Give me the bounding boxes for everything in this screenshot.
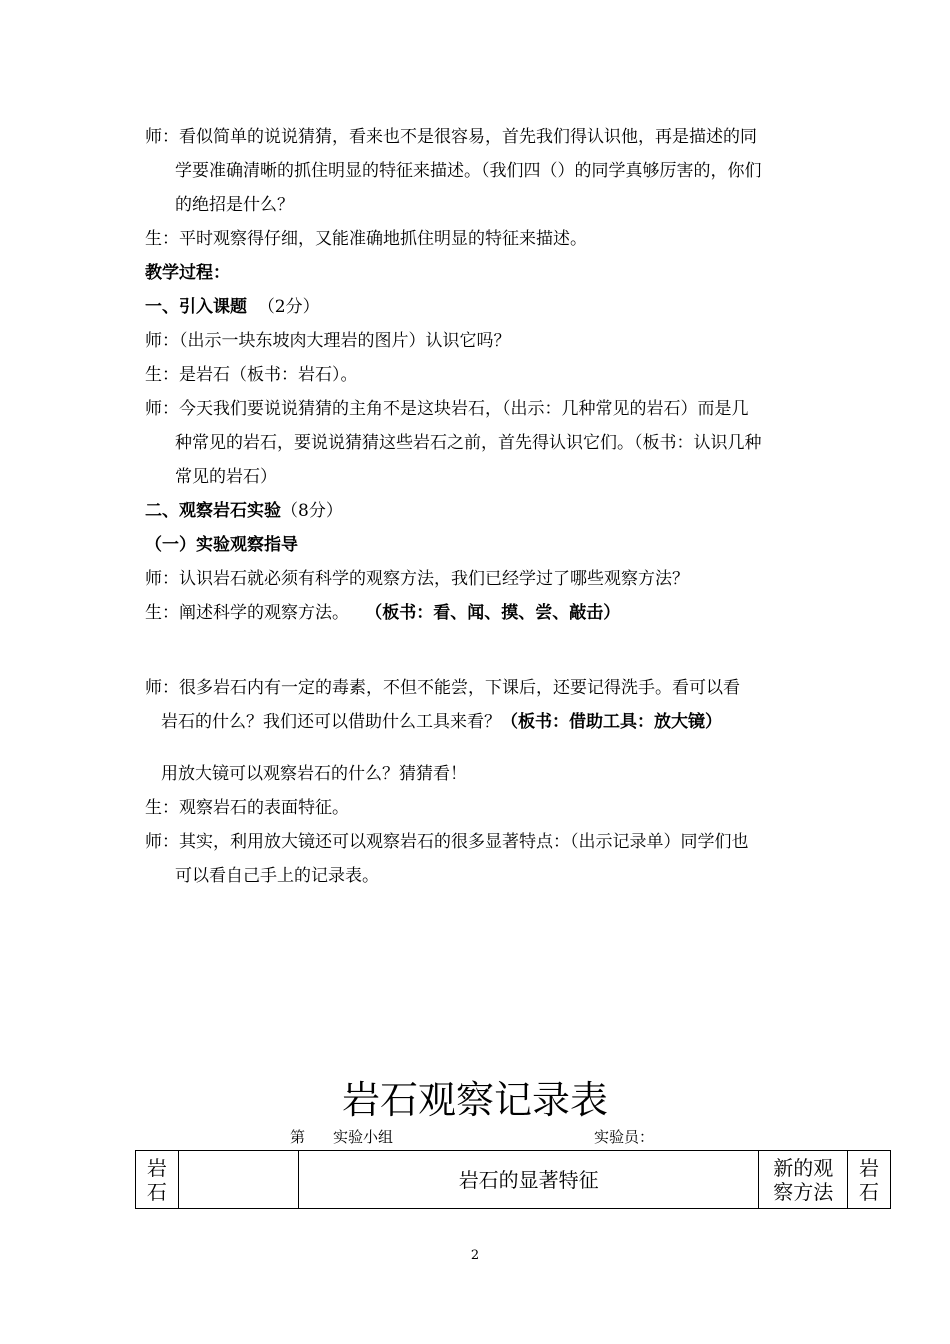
text-span: 生：阐述科学的观察方法。: [145, 603, 349, 623]
section-heading-one: [145, 290, 815, 324]
table-row: [136, 1151, 891, 1209]
table-header-features: 岩石的显著特征: [299, 1151, 759, 1209]
text-line: 用放大镜可以观察岩石的什么？猜猜看！: [161, 764, 467, 784]
text-line: 师：看似简单的说说猜猜，看来也不是很容易，首先我们得认识他，再是描述的同: [145, 127, 757, 147]
board-note: （板书：借助工具：放大镜）: [501, 712, 722, 732]
text-line: 生：平时观察得仔细，又能准确地抓住明显的特征来描述。: [145, 229, 587, 249]
record-table: [135, 1150, 891, 1209]
group-prefix: 第: [290, 1128, 306, 1146]
text-line: [145, 705, 815, 739]
section-heading-two: [145, 494, 815, 528]
text-line: 的绝招是什么？: [175, 195, 294, 215]
text-line: 生：观察岩石的表面特征。: [145, 798, 349, 818]
dialogue-block-1: [145, 120, 815, 630]
table-header-new-method: 新的观察方法: [759, 1151, 848, 1209]
text-line: 常见的岩石）: [175, 467, 277, 487]
text-line: 师：很多岩石内有一定的毒素，不但不能尝，下课后，还要记得洗手。看可以看: [145, 678, 740, 698]
group-suffix: 实验小组: [333, 1128, 394, 1146]
table-header-blank: [178, 1151, 298, 1209]
text-line: 师：其实，利用放大镜还可以观察岩石的很多显著特点：（出示记录单）同学们也: [145, 832, 749, 852]
heading-time: （8分）: [281, 501, 343, 521]
dialogue-block-3: [145, 757, 815, 893]
board-note: （板书：看、闻、摸、尝、敲击）: [365, 603, 621, 623]
text-line: 生：是岩石（板书：岩石）。: [145, 365, 358, 385]
text-line: 学要准确清晰的抓住明显的特征来描述。（我们四（）的同学真够厉害的，你们: [175, 161, 762, 181]
text-line: [145, 596, 815, 630]
dialogue-block-2: [145, 671, 815, 739]
subsection-heading: （一）实验观察指导: [145, 535, 298, 555]
text-line: 师：今天我们要说说猜猜的主角不是这块岩石，（出示：几种常见的岩石）而是几: [145, 399, 749, 419]
table-header-rock-2: 岩石: [848, 1151, 891, 1209]
heading-time: （2分）: [257, 297, 320, 317]
text-line: 师：认识岩石就必须有科学的观察方法，我们已经学过了哪些观察方法？: [145, 569, 689, 589]
member-label: 实验员：: [594, 1128, 655, 1146]
record-table-title: 岩石观察记录表: [341, 1078, 608, 1122]
heading-text: 一、引入课题: [145, 297, 247, 317]
text-span: 岩石的什么？我们还可以借助什么工具来看？: [161, 712, 501, 732]
heading-text: 二、观察岩石实验: [145, 501, 281, 521]
table-header-rock: 岩石: [136, 1151, 179, 1209]
section-heading-process: 教学过程：: [145, 263, 230, 283]
text-line: 种常见的岩石，要说说猜猜这些岩石之前，首先得认识它们。（板书：认识几种: [175, 433, 762, 453]
page-number: 2: [470, 1248, 480, 1263]
text-line: 可以看自己手上的记录表。: [175, 866, 379, 886]
text-line: 师：（出示一块东坡肉大理岩的图片）认识它吗？: [145, 331, 511, 351]
